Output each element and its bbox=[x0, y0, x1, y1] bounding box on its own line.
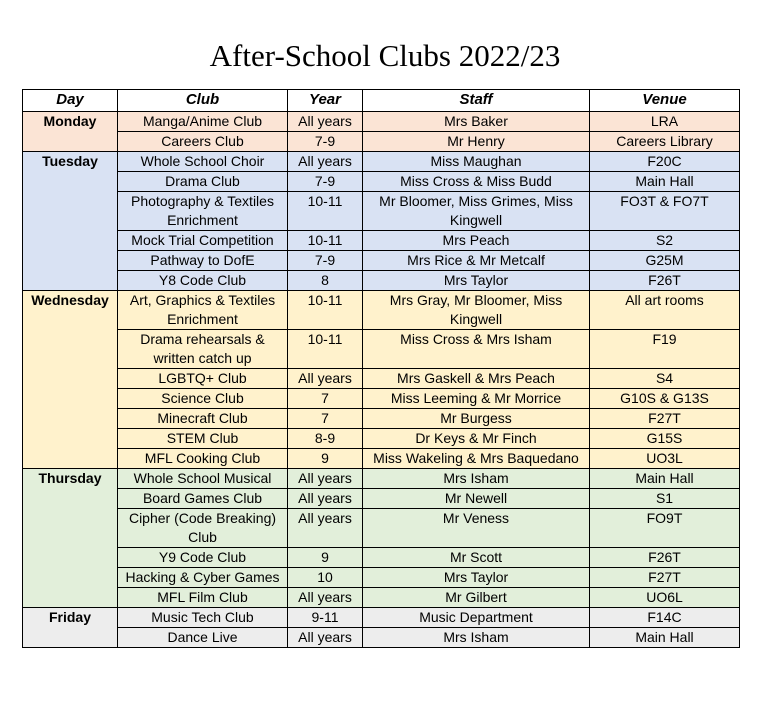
day-cell: Friday bbox=[23, 608, 118, 648]
venue-cell: F14C bbox=[590, 608, 740, 628]
table-row bbox=[23, 509, 740, 548]
venue-cell: G25M bbox=[590, 251, 740, 271]
club-cell: Board Games Club bbox=[118, 489, 288, 509]
header-staff: Staff bbox=[363, 90, 590, 112]
club-cell: Science Club bbox=[118, 389, 288, 409]
year-cell: 8-9 bbox=[288, 429, 363, 449]
header-venue: Venue bbox=[590, 90, 740, 112]
club-cell: MFL Film Club bbox=[118, 588, 288, 608]
staff-cell: Mr Henry bbox=[363, 132, 590, 152]
table-row bbox=[23, 608, 740, 628]
day-cell: Tuesday bbox=[23, 152, 118, 291]
day-cell: Monday bbox=[23, 112, 118, 152]
club-cell: Drama rehearsals & written catch up bbox=[118, 330, 288, 369]
venue-cell: LRA bbox=[590, 112, 740, 132]
year-cell: 9-11 bbox=[288, 608, 363, 628]
staff-cell: Mr Gilbert bbox=[363, 588, 590, 608]
year-cell: 9 bbox=[288, 449, 363, 469]
club-cell: Photography & Textiles Enrichment bbox=[118, 192, 288, 231]
venue-cell: F19 bbox=[590, 330, 740, 369]
club-cell: Manga/Anime Club bbox=[118, 112, 288, 132]
year-cell: 7-9 bbox=[288, 251, 363, 271]
staff-cell: Miss Maughan bbox=[363, 152, 590, 172]
year-cell: All years bbox=[288, 369, 363, 389]
year-cell: 10-11 bbox=[288, 192, 363, 231]
venue-cell: S1 bbox=[590, 489, 740, 509]
staff-cell: Mrs Gray, Mr Bloomer, Miss Kingwell bbox=[363, 291, 590, 330]
table-row bbox=[23, 271, 740, 291]
venue-cell: F27T bbox=[590, 409, 740, 429]
year-cell: 7 bbox=[288, 409, 363, 429]
venue-cell: G10S & G13S bbox=[590, 389, 740, 409]
header-club: Club bbox=[118, 90, 288, 112]
staff-cell: Mr Scott bbox=[363, 548, 590, 568]
venue-cell: All art rooms bbox=[590, 291, 740, 330]
clubs-table bbox=[22, 89, 740, 648]
table-row bbox=[23, 568, 740, 588]
venue-cell: FO3T & FO7T bbox=[590, 192, 740, 231]
club-cell: Careers Club bbox=[118, 132, 288, 152]
year-cell: All years bbox=[288, 152, 363, 172]
venue-cell: F26T bbox=[590, 548, 740, 568]
club-cell: Whole School Choir bbox=[118, 152, 288, 172]
day-cell: Thursday bbox=[23, 469, 118, 608]
club-cell: Y8 Code Club bbox=[118, 271, 288, 291]
staff-cell: Mrs Taylor bbox=[363, 568, 590, 588]
club-cell: Dance Live bbox=[118, 628, 288, 648]
staff-cell: Music Department bbox=[363, 608, 590, 628]
venue-cell: F27T bbox=[590, 568, 740, 588]
staff-cell: Mrs Peach bbox=[363, 231, 590, 251]
staff-cell: Dr Keys & Mr Finch bbox=[363, 429, 590, 449]
club-cell: Pathway to DofE bbox=[118, 251, 288, 271]
table-row bbox=[23, 112, 740, 132]
club-cell: Minecraft Club bbox=[118, 409, 288, 429]
header-year: Year bbox=[288, 90, 363, 112]
year-cell: All years bbox=[288, 509, 363, 548]
staff-cell: Miss Cross & Miss Budd bbox=[363, 172, 590, 192]
table-row bbox=[23, 489, 740, 509]
table-row bbox=[23, 291, 740, 330]
club-cell: Whole School Musical bbox=[118, 469, 288, 489]
table-row bbox=[23, 330, 740, 369]
club-cell: Drama Club bbox=[118, 172, 288, 192]
year-cell: 10 bbox=[288, 568, 363, 588]
year-cell: 10-11 bbox=[288, 231, 363, 251]
day-cell: Wednesday bbox=[23, 291, 118, 469]
table-row bbox=[23, 192, 740, 231]
club-cell: Hacking & Cyber Games bbox=[118, 568, 288, 588]
staff-cell: Mr Bloomer, Miss Grimes, Miss Kingwell bbox=[363, 192, 590, 231]
table-row bbox=[23, 132, 740, 152]
venue-cell: Main Hall bbox=[590, 469, 740, 489]
club-cell: Y9 Code Club bbox=[118, 548, 288, 568]
venue-cell: Main Hall bbox=[590, 172, 740, 192]
table-row bbox=[23, 172, 740, 192]
table-row bbox=[23, 389, 740, 409]
table-row bbox=[23, 409, 740, 429]
year-cell: 10-11 bbox=[288, 330, 363, 369]
table-row bbox=[23, 429, 740, 449]
venue-cell: UO6L bbox=[590, 588, 740, 608]
year-cell: All years bbox=[288, 489, 363, 509]
year-cell: All years bbox=[288, 469, 363, 489]
club-cell: Mock Trial Competition bbox=[118, 231, 288, 251]
staff-cell: Miss Wakeling & Mrs Baquedano bbox=[363, 449, 590, 469]
table-row bbox=[23, 628, 740, 648]
club-cell: LGBTQ+ Club bbox=[118, 369, 288, 389]
table-body bbox=[23, 112, 740, 648]
year-cell: All years bbox=[288, 588, 363, 608]
venue-cell: S4 bbox=[590, 369, 740, 389]
venue-cell: G15S bbox=[590, 429, 740, 449]
staff-cell: Miss Leeming & Mr Morrice bbox=[363, 389, 590, 409]
venue-cell: FO9T bbox=[590, 509, 740, 548]
venue-cell: Main Hall bbox=[590, 628, 740, 648]
club-cell: STEM Club bbox=[118, 429, 288, 449]
club-cell: Art, Graphics & Textiles Enrichment bbox=[118, 291, 288, 330]
staff-cell: Mrs Isham bbox=[363, 469, 590, 489]
staff-cell: Mr Burgess bbox=[363, 409, 590, 429]
staff-cell: Mrs Isham bbox=[363, 628, 590, 648]
year-cell: 8 bbox=[288, 271, 363, 291]
venue-cell: Careers Library bbox=[590, 132, 740, 152]
staff-cell: Miss Cross & Mrs Isham bbox=[363, 330, 590, 369]
staff-cell: Mrs Baker bbox=[363, 112, 590, 132]
table-row bbox=[23, 588, 740, 608]
club-cell: MFL Cooking Club bbox=[118, 449, 288, 469]
year-cell: 7 bbox=[288, 389, 363, 409]
table-row bbox=[23, 449, 740, 469]
year-cell: All years bbox=[288, 112, 363, 132]
year-cell: 7-9 bbox=[288, 172, 363, 192]
table-row bbox=[23, 469, 740, 489]
year-cell: 9 bbox=[288, 548, 363, 568]
venue-cell: F20C bbox=[590, 152, 740, 172]
venue-cell: S2 bbox=[590, 231, 740, 251]
page-title: After-School Clubs 2022/23 bbox=[209, 38, 561, 73]
club-cell: Cipher (Code Breaking) Club bbox=[118, 509, 288, 548]
table-row bbox=[23, 231, 740, 251]
table-row bbox=[23, 251, 740, 271]
staff-cell: Mr Newell bbox=[363, 489, 590, 509]
club-cell: Music Tech Club bbox=[118, 608, 288, 628]
staff-cell: Mrs Taylor bbox=[363, 271, 590, 291]
header-row bbox=[23, 90, 740, 112]
header-day: Day bbox=[23, 90, 118, 112]
venue-cell: F26T bbox=[590, 271, 740, 291]
staff-cell: Mrs Gaskell & Mrs Peach bbox=[363, 369, 590, 389]
venue-cell: UO3L bbox=[590, 449, 740, 469]
year-cell: 7-9 bbox=[288, 132, 363, 152]
year-cell: 10-11 bbox=[288, 291, 363, 330]
staff-cell: Mr Veness bbox=[363, 509, 590, 548]
table-row bbox=[23, 152, 740, 172]
year-cell: All years bbox=[288, 628, 363, 648]
table-row bbox=[23, 369, 740, 389]
table-row bbox=[23, 548, 740, 568]
staff-cell: Mrs Rice & Mr Metcalf bbox=[363, 251, 590, 271]
